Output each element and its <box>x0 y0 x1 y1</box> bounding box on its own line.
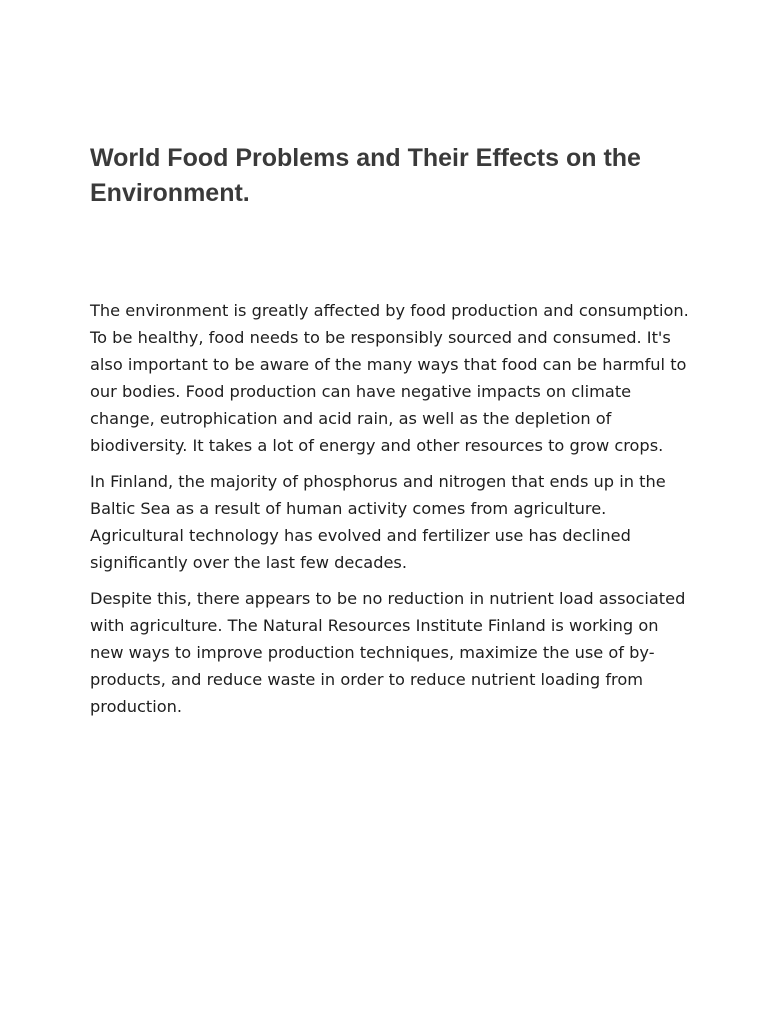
document-title: World Food Problems and Their Effects on the Environment. <box>90 144 641 207</box>
paragraph-nutrient-load: Despite this, there appears to be no reduction in nutrient load associated with agriculture. The Natural Resources Institute Finland is working on new ways to improve production techniques, maximize the use of by-products, and reduce waste in order to reduce nutrient loading from production. <box>90 589 686 716</box>
paragraph-intro: The environment is greatly affected by food production and consumption. To be healthy, food needs to be responsibly sourced and consumed. It's also important to be aware of the many ways that food can be harmful to our bodies. Food production can have negative impacts on climate change, eutrophication and acid rain, as well as the depletion of biodiversity. It takes a lot of energy and other resources to grow crops. <box>90 301 689 455</box>
document-body <box>90 297 690 729</box>
paragraph-finland: In Finland, the majority of phosphorus and nitrogen that ends up in the Baltic Sea as a result of human activity comes from agriculture. Agricultural technology has evolved and fertilizer use has declined significantly over the last few decades. <box>90 472 666 572</box>
